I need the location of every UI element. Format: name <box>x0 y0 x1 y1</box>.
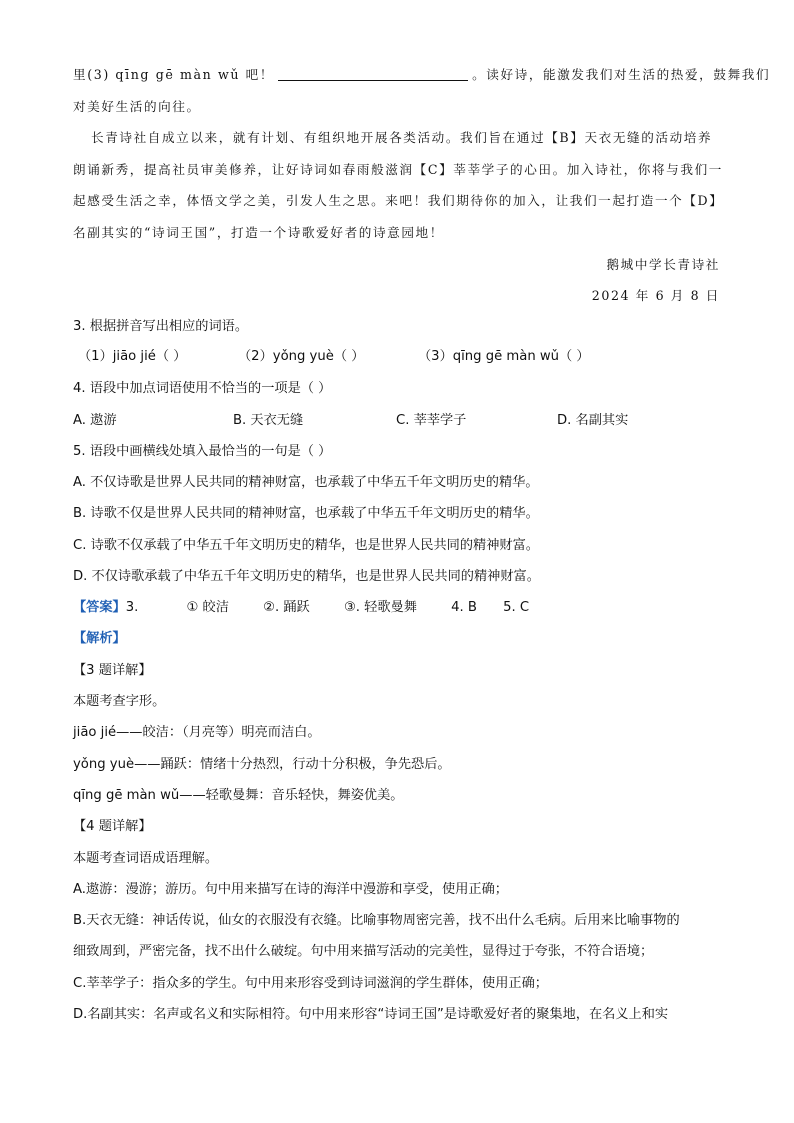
analysis-q3-line-2: yǒng yuè——踊跃：情绪十分热烈，行动十分积极，争先恐后。 <box>73 757 451 772</box>
analysis-q4-line-5: D.名副其实：名声或名义和实际相符。句中用来形容“诗词王国”是诗歌爱好者的聚集地，在名义上和实 <box>73 1007 669 1022</box>
answer-q3-item-1: ① 皎洁 <box>186 600 229 615</box>
q3-item-2: （2）yǒng yuè（ ） <box>238 349 365 364</box>
answer-q3-label: 3. <box>125 600 139 615</box>
analysis-q4-intro: 本题考查词语成语理解。 <box>73 851 219 866</box>
analysis-q3-heading: 【3 题详解】 <box>73 663 152 678</box>
q4-option-b: B. 天衣无缝 <box>233 413 304 428</box>
passage-line-6: 名副其实的“诗词王国”，打造一个诗歌爱好者的诗意园地！ <box>73 225 444 240</box>
passage-line-1 <box>73 65 770 85</box>
analysis-q4-line-3: 细致周到，严密完备，找不出什么破绽。句中用来描写活动的完美性，显得过于夸张，不符合语境； <box>73 944 654 959</box>
answer-line <box>73 598 529 618</box>
answer-q3-item-3: ③. 轻歌曼舞 <box>343 600 417 615</box>
passage-line-1-start: 里(3) qīng gē màn wǔ 吧！ <box>73 67 275 82</box>
q3-item-3: （3）qīng gē màn wǔ（ ） <box>418 349 590 364</box>
q5-option-a: A. 不仅诗歌是世界人民共同的精神财富，也承载了中华五千年文明历史的精华。 <box>73 475 539 490</box>
passage-line-3: 长青诗社自成立以来，就有计划、有组织地开展各类活动。我们旨在通过【B】天衣无缝的活动培养 <box>91 130 713 145</box>
answer-q3-item-2: ②. 踊跃 <box>263 600 310 615</box>
analysis-q3-line-3: qīng gē màn wǔ——轻歌曼舞：音乐轻快，舞姿优美。 <box>73 788 404 803</box>
q4-option-a: A. 遨游 <box>73 413 117 428</box>
q4-stem: 4. 语段中加点词语使用不恰当的一项是（ ） <box>73 381 332 396</box>
passage-line-5: 起感受生活之幸，体悟文学之美，引发人生之思。来吧！我们期待你的加入，让我们一起打造一个【D】 <box>73 193 724 208</box>
analysis-q4-line-1: A.遨游：漫游；游历。句中用来描写在诗的海洋中漫游和享受，使用正确； <box>73 882 508 897</box>
fill-blank-line <box>278 67 468 81</box>
passage-line-4: 朗诵新秀，提高社员审美修养，让好诗词如春雨般滋润【C】莘莘学子的心田。加入诗社，你将与我们一 <box>73 162 723 177</box>
passage-date: 2024 年 6 月 8 日 <box>591 288 720 303</box>
q5-option-d: D. 不仅诗歌承载了中华五千年文明历史的精华，也是世界人民共同的精神财富。 <box>73 569 540 584</box>
passage-line-2: 对美好生活的向往。 <box>73 99 201 114</box>
q4-option-d: D. 名副其实 <box>557 413 629 428</box>
answer-q5: 5. C <box>503 600 530 615</box>
analysis-q4-line-4: C.莘莘学子：指众多的学生。句中用来形容受到诗词滋润的学生群体，使用正确； <box>73 976 548 991</box>
q4-option-c: C. 莘莘学子 <box>396 413 467 428</box>
q5-option-b: B. 诗歌不仅是世界人民共同的精神财富，也承载了中华五千年文明历史的精华。 <box>73 506 539 521</box>
q5-stem: 5. 语段中画横线处填入最恰当的一句是（ ） <box>73 444 332 459</box>
analysis-tag: 【解析】 <box>73 631 126 646</box>
answer-q4: 4. B <box>451 600 477 615</box>
q3-stem: 3. 根据拼音写出相应的词语。 <box>73 319 249 334</box>
passage-line-1-end: 。读好诗，能激发我们对生活的热爱，鼓舞我们 <box>472 67 771 82</box>
q3-item-1: （1）jiāo jié（ ） <box>78 349 187 364</box>
analysis-q4-line-2: B.天衣无缝：神话传说，仙女的衣服没有衣缝。比喻事物周密完善，找不出什么毛病。后用来比喻事物的 <box>73 913 680 928</box>
answer-tag: 【答案】 <box>73 600 126 615</box>
passage-signature: 鹅城中学长青诗社 <box>606 257 720 272</box>
analysis-q3-intro: 本题考查字形。 <box>73 694 166 709</box>
analysis-q4-heading: 【4 题详解】 <box>73 819 152 834</box>
analysis-q3-line-1: jiāo jié——皎洁：（月亮等）明亮而洁白。 <box>73 725 321 740</box>
q5-option-c: C. 诗歌不仅承载了中华五千年文明历史的精华，也是世界人民共同的精神财富。 <box>73 538 539 553</box>
